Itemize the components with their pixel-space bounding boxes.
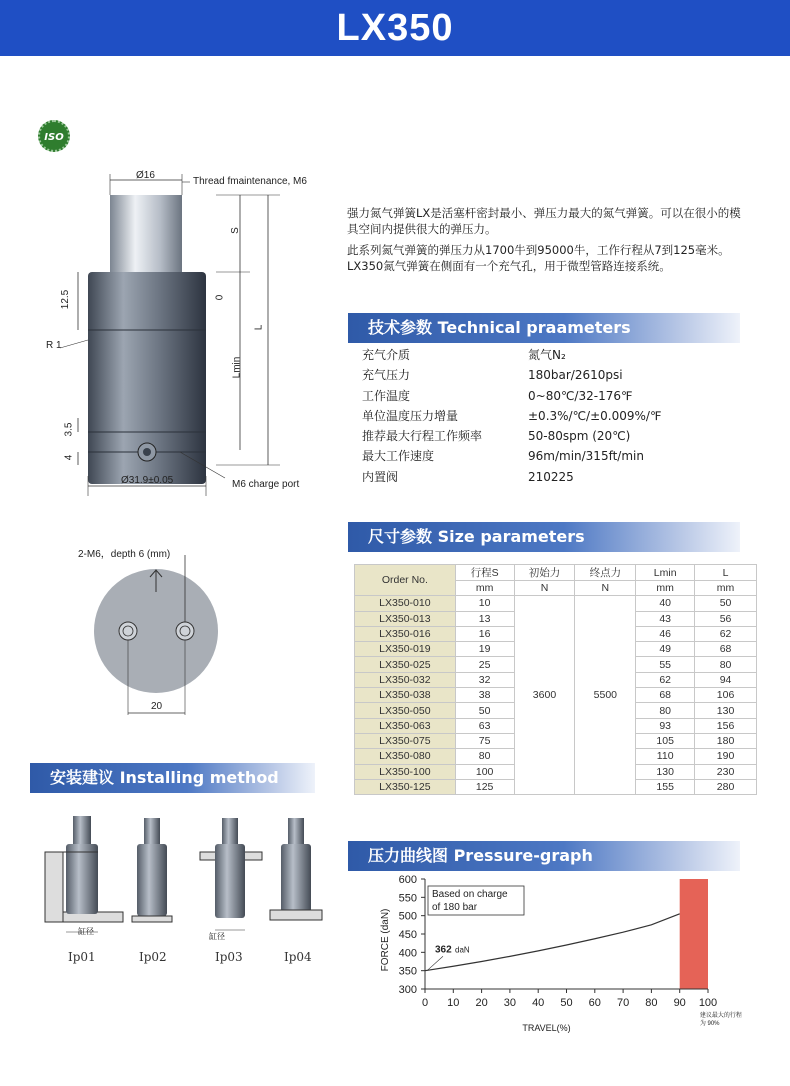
l-cell: 68 (695, 642, 757, 657)
x-tick-label: 20 (475, 997, 488, 1009)
info-box-line1: Based on charge (432, 889, 508, 900)
y-tick-label: 300 (398, 984, 417, 996)
dim-dia-bottom: Ø31.9±0.05 (121, 475, 174, 486)
col-header-stroke: 行程S (455, 565, 514, 581)
description-para-1: 强力氮气弹簧LX是活塞杆密封最小、弹压力最大的氮气弹簧。可以在很小的模具空间内提供很大的弹压力。 (347, 206, 741, 236)
table-header-row (355, 565, 757, 581)
stroke-cell: 38 (455, 688, 514, 703)
stroke-cell: 16 (455, 626, 514, 641)
l-cell: 50 (695, 596, 757, 611)
y-tick-label: 400 (398, 947, 417, 960)
y-tick-label: 600 (398, 874, 417, 886)
install-note-1: 缸径 (78, 927, 94, 936)
order-no-cell: LX350-125 (355, 779, 456, 794)
param-key: 工作温度 (362, 388, 411, 403)
stroke-cell: 13 (455, 611, 514, 626)
param-key: 单位温度压力增量 (362, 408, 459, 423)
x-tick-label: 90 (673, 997, 686, 1009)
y-tick-label: 550 (398, 892, 417, 905)
section-header-technical: 技术参数 Technical praameters (348, 313, 740, 343)
stroke-cell: 100 (455, 764, 514, 779)
product-description (347, 205, 752, 279)
param-value: 50-80spm (20℃) (528, 429, 631, 444)
order-no-cell: LX350-013 (355, 611, 456, 626)
holes-note: 2-M6，depth 6 (mm) (78, 549, 171, 560)
l-cell: 80 (695, 657, 757, 672)
install-ip04 (270, 818, 322, 920)
lmin-cell: 40 (636, 596, 695, 611)
unit-cell: N (575, 581, 636, 596)
order-no-cell: LX350-016 (355, 626, 456, 641)
x-tick-label: 80 (645, 997, 658, 1009)
order-no-cell: LX350-025 (355, 657, 456, 672)
col-header-end: 终点力 (575, 565, 636, 581)
stroke-cell: 63 (455, 718, 514, 733)
order-no-cell: LX350-010 (355, 596, 456, 611)
dim-20: 20 (151, 701, 163, 712)
lmin-cell: 68 (636, 688, 695, 703)
y-tick-label: 350 (398, 965, 417, 978)
lmin-cell: 62 (636, 672, 695, 687)
install-label-ip04: Ip04 (284, 950, 312, 964)
lmin-cell: 155 (636, 779, 695, 794)
col-header-l: L (695, 565, 757, 581)
param-key: 推荐最大行程工作频率 (362, 429, 483, 444)
l-cell: 156 (695, 718, 757, 733)
param-value: 180bar/2610psi (528, 368, 623, 383)
order-no-cell: LX350-050 (355, 703, 456, 718)
param-row (362, 426, 682, 446)
side-view-drawing (40, 160, 340, 500)
stroke-cell: 75 (455, 733, 514, 748)
section-header-size: 尺寸参数 Size parameters (348, 522, 740, 552)
order-no-cell: LX350-019 (355, 642, 456, 657)
size-table (354, 564, 757, 795)
annotation-value: 362 (435, 944, 452, 956)
param-key: 最大工作速度 (362, 449, 435, 464)
lmin-cell: 80 (636, 703, 695, 718)
lmin-cell: 110 (636, 749, 695, 764)
dim-lmin: Lmin (231, 356, 243, 379)
technical-params-list (362, 345, 682, 487)
install-ip02 (132, 818, 172, 922)
shaded-note-line1: 建议最大的行程 (699, 1013, 742, 1019)
x-tick-label: 40 (532, 997, 545, 1009)
x-tick-label: 100 (698, 997, 718, 1009)
install-label-ip02: Ip02 (139, 950, 167, 964)
order-no-cell: LX350-032 (355, 672, 456, 687)
l-cell: 190 (695, 749, 757, 764)
param-row (362, 345, 682, 365)
unit-cell: mm (455, 581, 514, 596)
l-cell: 106 (695, 688, 757, 703)
iso-logo: ISO (38, 120, 70, 152)
install-ip03 (200, 818, 262, 930)
param-row (362, 446, 682, 466)
col-header-lmin: Lmin (636, 565, 695, 581)
param-row (362, 406, 682, 426)
table-row (355, 596, 757, 611)
lmin-cell: 49 (636, 642, 695, 657)
unit-cell: N (514, 581, 575, 596)
install-label-ip03: Ip03 (215, 950, 243, 964)
col-header-order: Order No. (355, 565, 456, 596)
lmin-cell: 43 (636, 611, 695, 626)
section-header-installing: 安装建议 Installing method (30, 763, 315, 793)
l-cell: 56 (695, 611, 757, 626)
stroke-cell: 10 (455, 596, 514, 611)
l-cell: 62 (695, 626, 757, 641)
thread-note: Thread fmaintenance, M6 (193, 176, 307, 187)
param-value: 0~80℃/32-176℉ (528, 388, 633, 403)
end-force-cell: 5500 (575, 596, 636, 795)
page-title: LX350 (336, 7, 454, 49)
pressure-chart (370, 872, 770, 1042)
thread-hole-right (176, 622, 194, 640)
stroke-cell: 125 (455, 779, 514, 794)
param-key: 充气压力 (362, 368, 411, 383)
l-cell: 130 (695, 703, 757, 718)
initial-force-cell: 3600 (514, 596, 575, 795)
param-key: 内置阀 (362, 469, 399, 484)
dim-l: L (253, 324, 265, 331)
lmin-cell: 130 (636, 764, 695, 779)
dim-12-5: 12.5 (60, 289, 72, 310)
x-tick-label: 60 (588, 997, 601, 1009)
param-row (362, 467, 682, 487)
stroke-cell: 25 (455, 657, 514, 672)
col-header-initial: 初始力 (514, 565, 575, 581)
description-para-2: 此系列氮气弹簧的弹压力从1700牛到95000牛，工作行程从7到125毫米。LX350氮气弹簧在侧面有一个充气孔，用于微型管路连接系统。 (347, 243, 730, 273)
l-cell: 94 (695, 672, 757, 687)
max-stroke-band (680, 879, 708, 989)
dim-0: 0 (214, 294, 226, 301)
y-tick-label: 450 (398, 929, 417, 941)
param-row (362, 386, 682, 406)
order-no-cell: LX350-038 (355, 688, 456, 703)
install-ip01 (45, 816, 123, 932)
shaded-note-line2: 为 90% (699, 1021, 720, 1027)
section-header-pressure: 压力曲线图 Pressure-graph (348, 841, 740, 871)
param-value: 氮气N₂ (528, 348, 566, 362)
param-value: ±0.3%/℃/±0.009%/℉ (528, 408, 662, 423)
dim-4: 4 (63, 454, 75, 461)
lmin-cell: 55 (636, 657, 695, 672)
dim-3-5: 3.5 (63, 422, 75, 437)
stroke-cell: 80 (455, 749, 514, 764)
unit-cell: mm (695, 581, 757, 596)
piston-rod (110, 195, 182, 275)
l-cell: 280 (695, 779, 757, 794)
x-tick-label: 10 (447, 997, 460, 1009)
stroke-cell: 32 (455, 672, 514, 687)
dim-dia-top: Ø16 (136, 170, 155, 181)
lmin-cell: 46 (636, 626, 695, 641)
param-value: 210225 (528, 469, 574, 484)
param-value: 96m/min/315ft/min (528, 449, 644, 464)
dim-r1: R 1 (46, 340, 62, 351)
dim-s: S (229, 227, 241, 234)
x-tick-label: 70 (616, 997, 630, 1009)
stroke-cell: 50 (455, 703, 514, 718)
x-tick-label: 30 (503, 997, 517, 1009)
order-no-cell: LX350-100 (355, 764, 456, 779)
unit-cell: mm (636, 581, 695, 596)
lmin-cell: 93 (636, 718, 695, 733)
lmin-cell: 105 (636, 733, 695, 748)
order-no-cell: LX350-075 (355, 733, 456, 748)
info-box-line2: of 180 bar (432, 902, 478, 913)
order-no-cell: LX350-063 (355, 718, 456, 733)
top-view-drawing (90, 555, 250, 725)
x-tick-label: 50 (560, 997, 573, 1009)
order-no-cell: LX350-080 (355, 749, 456, 764)
annotation-unit: daN (455, 945, 470, 955)
x-tick-label: 0 (421, 997, 429, 1009)
y-tick-label: 500 (398, 910, 417, 923)
x-axis-label: TRAVEL(%) (522, 1023, 571, 1033)
charge-port-label: M6 charge port (232, 479, 300, 490)
page-title-banner (0, 0, 790, 56)
install-note-2: 缸径 (209, 932, 225, 941)
install-label-ip01: Ip01 (68, 950, 96, 964)
l-cell: 230 (695, 764, 757, 779)
param-row (362, 365, 682, 385)
thread-hole-left (119, 622, 137, 640)
l-cell: 180 (695, 733, 757, 748)
force-curve (425, 914, 680, 971)
param-key: 充气介质 (362, 348, 411, 362)
stroke-cell: 19 (455, 642, 514, 657)
y-axis-label: FORCE (daN) (380, 908, 391, 972)
